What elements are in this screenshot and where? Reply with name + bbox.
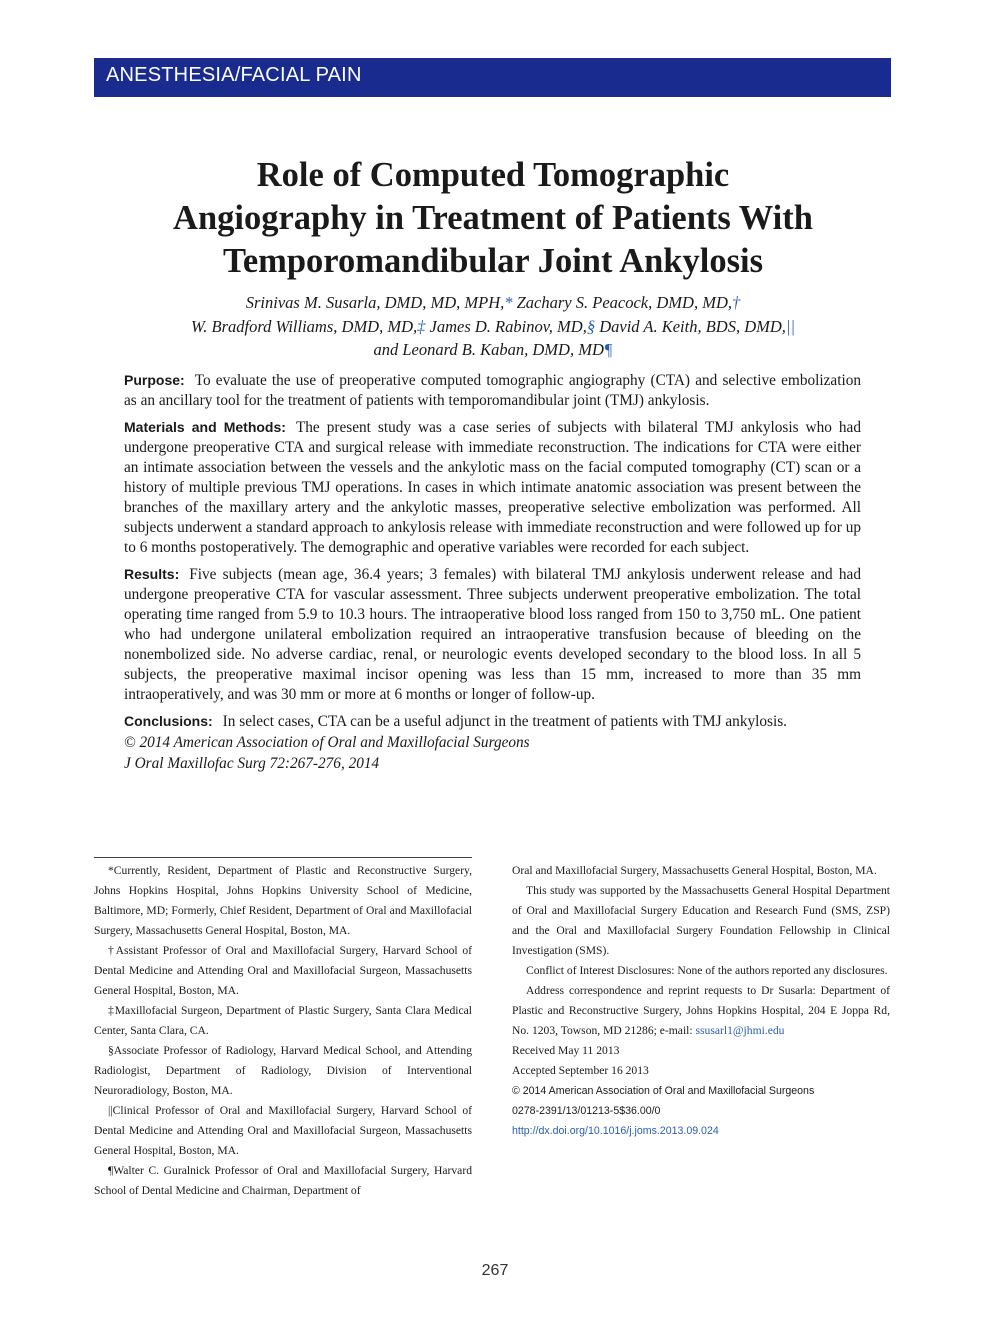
title-line: Temporomandibular Joint Ankylosis bbox=[222, 242, 764, 280]
footnote: *Currently, Resident, Department of Plastic and Reconstructive Surgery, Johns Hopkins Hospital, Johns Hopkins University School of Medicine, Baltimore, MD; Formerly, Chief Resident, Department of Oral and Maxillofacial Surgery, Massachusetts General Hospital, Boston, MA. bbox=[94, 864, 472, 937]
author-list bbox=[60, 291, 926, 362]
abstract-purpose bbox=[124, 370, 861, 411]
abstract-conclusions bbox=[124, 711, 861, 732]
author-name: David A. Keith, BDS, DMD, bbox=[595, 316, 786, 336]
author-name: Zachary S. Peacock, DMD, MD, bbox=[512, 293, 732, 312]
affiliation-marker[interactable]: * bbox=[504, 293, 513, 312]
doi-link[interactable]: http://dx.doi.org/10.1016/j.joms.2013.09.024 bbox=[512, 1125, 719, 1137]
footnotes-left-column bbox=[94, 861, 472, 1201]
conclusions-label: Conclusions: bbox=[124, 713, 213, 729]
author-line bbox=[60, 315, 926, 339]
affiliation-marker[interactable]: ¶ bbox=[603, 340, 613, 359]
methods-text: The present study was a case series of subjects with bilateral TMJ ankylosis who had undergone preoperative CTA and surgical release with immediate reconstruction. The indications for CTA were either an intimate association between the vessels and the ankylotic mass on the facial computed tomography (CT) scan or a history of multiple previous TMJ operations. In cases in which intimate anatomic association was present between the branches of the maxillary artery and the ankylotic masses, preoperative selective embolization was performed. All subjects underwent a standard approach to ankylosis release with immediate reconstruction and were followed up for up to 6 months postoperatively. The demographic and operative variables were recorded for each subject. bbox=[124, 419, 861, 556]
footnotes-right-column bbox=[512, 861, 890, 1141]
abstract-copyright: © 2014 American Association of Oral and Maxillofacial Surgeons bbox=[124, 734, 530, 751]
abstract-methods bbox=[124, 417, 861, 558]
journal-citation: J Oral Maxillofac Surg 72:267-276, 2014 bbox=[124, 755, 380, 772]
issn-code: 0278-2391/13/01213-5$36.00/0 bbox=[512, 1105, 661, 1117]
received-date: Received May 11 2013 bbox=[512, 1044, 620, 1057]
author-name: James D. Rabinov, MD, bbox=[425, 316, 587, 336]
conclusions-text: In select cases, CTA can be a useful adjunct in the treatment of patients with TMJ ankylosis. bbox=[222, 713, 788, 730]
footnote-copyright: © 2014 American Association of Oral and Maxillofacial Surgeons bbox=[512, 1085, 815, 1097]
footnote: ¶Walter C. Guralnick Professor of Oral and Maxillofacial Surgery, Harvard School of Dental Medicine and Chairman, Department of bbox=[94, 1164, 472, 1197]
author-name: and Leonard B. Kaban, DMD, MD bbox=[373, 340, 604, 359]
title-line: Role of Computed Tomographic bbox=[256, 156, 730, 194]
author-line bbox=[60, 338, 926, 362]
affiliation-marker[interactable]: † bbox=[731, 293, 741, 312]
section-banner bbox=[94, 58, 891, 97]
purpose-label: Purpose: bbox=[124, 372, 185, 388]
footnote: §Associate Professor of Radiology, Harvard Medical School, and Attending Radiologist, Department of Radiology, Division of Interventional Neuroradiology, Boston, MA. bbox=[94, 1044, 472, 1097]
footnote-continued: Oral and Maxillofacial Surgery, Massachusetts General Hospital, Boston, MA. bbox=[512, 864, 877, 877]
funding-note: This study was supported by the Massachusetts General Hospital Department of Oral and Maxillofacial Surgery Education and Research Fund (SMS, ZSP) and the Oral and Maxillofacial Surgery Foundation Fellowship in Clinical Investigation (SMS). bbox=[512, 884, 890, 957]
methods-label: Materials and Methods: bbox=[124, 419, 286, 435]
purpose-text: To evaluate the use of preoperative computed tomographic angiography (CTA) and selective embolization as an ancillary tool for the treatment of patients with temporomandibular joint (TMJ) ankylosis. bbox=[124, 372, 861, 409]
author-name: Srinivas M. Susarla, DMD, MD, MPH, bbox=[245, 293, 505, 312]
footnote: ‡Maxillofacial Surgeon, Department of Plastic Surgery, Santa Clara Medical Center, Santa Clara, CA. bbox=[94, 1004, 472, 1037]
page-number: 267 bbox=[481, 1262, 509, 1279]
abstract bbox=[124, 370, 861, 774]
results-text: Five subjects (mean age, 36.4 years; 3 females) with bilateral TMJ ankylosis underwent release and had undergone preoperative CTA for vascular assessment. Three subjects underwent preoperative embolization. The total operating time ranged from 5.9 to 10.3 hours. The intraoperative blood loss ranged from 150 to 3,750 mL. One patient who had undergone unilateral embolization required an intraoperative transfusion because of bleeding on the nonembolized side. No adverse cardiac, renal, or neurologic events developed secondary to the blood loss. In all 5 subjects, the preoperative maximal incisor opening was less than 15 mm, increased to more than 35 mm intraoperatively, and was 30 mm or more at 6 months or longer of follow-up. bbox=[124, 566, 861, 703]
conflict-note: Conflict of Interest Disclosures: None of the authors reported any disclosures. bbox=[526, 964, 888, 977]
abstract-results bbox=[124, 564, 861, 705]
accepted-date: Accepted September 16 2013 bbox=[512, 1064, 649, 1077]
affiliation-marker[interactable]: ‡ bbox=[417, 316, 426, 336]
footnote-divider bbox=[94, 857, 472, 858]
affiliation-marker[interactable]: || bbox=[785, 316, 795, 336]
section-label: ANESTHESIA/FACIAL PAIN bbox=[106, 64, 362, 86]
correspondence-address: Address correspondence and reprint requests to Dr Susarla: Department of Plastic and Reconstructive Surgery, Johns Hopkins Hospital, 204 E Joppa Rd, No. 1203, Towson, MD 21286; e-mail: bbox=[512, 984, 890, 1037]
email-link[interactable]: ssusarl1@jhmi.edu bbox=[695, 1024, 785, 1037]
footnote: †Assistant Professor of Oral and Maxillofacial Surgery, Harvard School of Dental Medicine and Attending Oral and Maxillofacial Surgeon, Massachusetts General Hospital, Boston, MA. bbox=[94, 944, 472, 997]
affiliation-marker[interactable]: § bbox=[586, 316, 596, 336]
author-line bbox=[60, 291, 926, 315]
footnote: ||Clinical Professor of Oral and Maxillofacial Surgery, Harvard School of Dental Medicine and Attending Oral and Maxillofacial Surgeon, Massachusetts General Hospital, Boston, MA. bbox=[94, 1104, 472, 1157]
title-line: Angiography in Treatment of Patients With bbox=[173, 199, 813, 237]
results-label: Results: bbox=[124, 566, 180, 582]
article-title bbox=[60, 154, 926, 283]
author-name: W. Bradford Williams, DMD, MD, bbox=[191, 316, 418, 336]
correspondence-note bbox=[512, 981, 890, 1041]
